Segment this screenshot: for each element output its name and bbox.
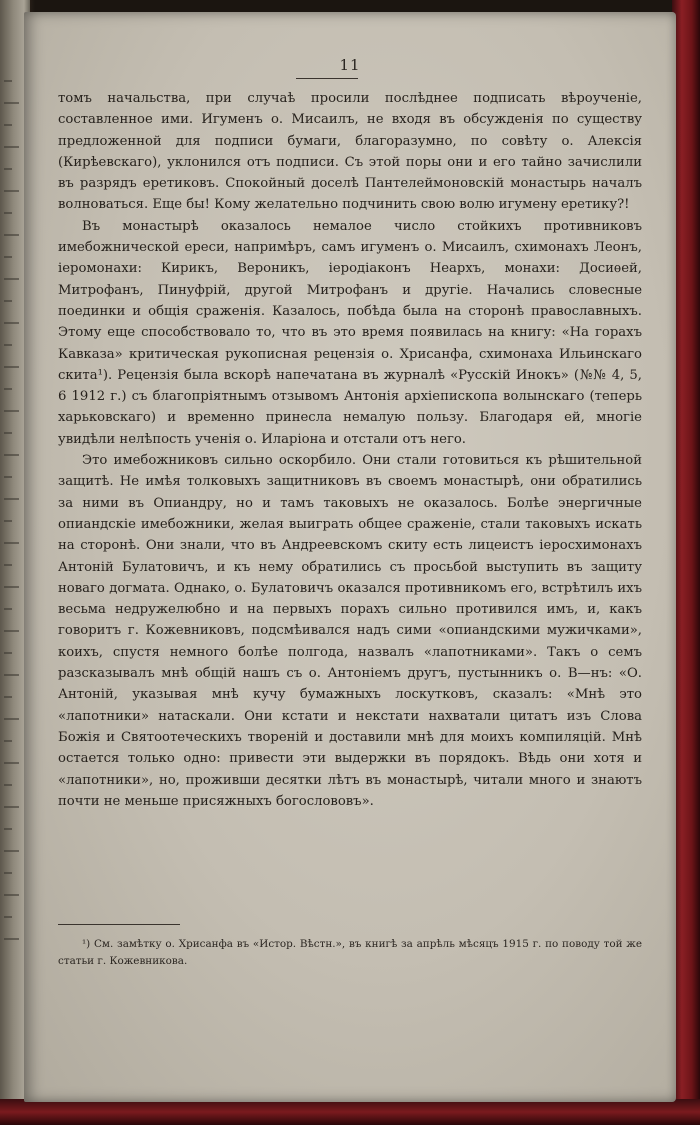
previous-page-text-fragment [4, 564, 12, 566]
previous-page-text-fragment [4, 344, 12, 346]
body-text [58, 88, 642, 812]
previous-page-text-fragment [4, 124, 12, 126]
previous-page-text-fragment [4, 146, 19, 148]
previous-page-text-fragment [4, 608, 12, 610]
previous-page-text-fragment [4, 784, 12, 786]
previous-page-text-fragment [4, 190, 19, 192]
previous-page-text-fragment [4, 872, 12, 874]
previous-page-text-fragment [4, 454, 19, 456]
previous-page-text-fragment [4, 388, 12, 390]
footnote: ¹) См. замѣтку о. Хрисанфа въ «Истор. Вѣстн.», въ книгѣ за апрѣль мѣсяцъ 1915 г. по поводу той же статьи г. Кожевникова. [58, 938, 642, 967]
page-number-rule [296, 78, 358, 79]
previous-page-text-fragment [4, 80, 12, 82]
previous-page-text-fragment [4, 168, 12, 170]
previous-page-text-fragment [4, 762, 19, 764]
paragraph-3: Это имебожниковъ сильно оскорбило. Они стали готовиться къ рѣшительной защитѣ. Не имѣя толковыхъ защитниковъ въ своемъ монастырѣ, они обратились за ними въ Опиандру, но и тамъ таковыхъ не оказалось. Болѣе энергичные опиандскіе имебожники, желая выиграть общее сраженіе, стали таковыхъ искать на сторонѣ. Они знали, что въ Андреевскомъ скиту есть лицеистъ іеросхимонахъ Антоній Булатовичъ, и къ нему обратились съ просьбой выступить въ защиту новаго догмата. Однако, о. Булатовичъ оказался противникомъ его, встрѣтилъ ихъ весьма недружелюбно и на первыхъ порахъ сильно противился имъ, и, какъ говоритъ г. Кожевниковъ, подсмѣивался надъ сими «опиандскими мужичками», коихъ, спустя немного болѣе полгода, назвалъ «лапотниками». Такъ о семъ разсказывалъ мнѣ общій нашъ съ о. Антоніемъ другъ, пустынникъ о. В—нъ: «О. Антоній, указывая мнѣ кучу бумажныхъ лоскутковъ, сказалъ: «Мнѣ это «лапотники» натаскали. Они кстати и некстати нахватали цитатъ изъ Слова Божія и Святоотеческихъ твореній и доставили мнѣ для моихъ компиляцій. Мнѣ остается только одно: привести эти выдержки въ порядокъ. Вѣдь они хотя и «лапотники», но, проживши десятки лѣтъ въ монастырѣ, читали много и знаютъ почти не меньше присяжныхъ богослововъ». [58, 453, 642, 809]
previous-page-text-fragment [4, 256, 12, 258]
previous-page-text-fragment [4, 520, 12, 522]
previous-page-text-fragment [4, 234, 19, 236]
previous-page-text-fragment [4, 850, 19, 852]
previous-page-text-fragment [4, 366, 19, 368]
previous-page-text-fragment [4, 938, 19, 940]
previous-page-text-fragment [4, 586, 19, 588]
paragraph-2: Въ монастырѣ оказалось немалое число стойкихъ противниковъ имебожнической ереси, напримѣръ, самъ игуменъ о. Мисаилъ, схимонахъ Леонъ, іеромонахи: Кирикъ, Вероникъ, іеродіаконъ Неархъ, монахи: Досиѳей, Митрофанъ, Пинуфрій, другой Митрофанъ и другіе. Начались словесные поединки и общія сраженія. Казалось, побѣда была на сторонѣ православныхъ. Этому еще способствовало то, что въ это время появилась на книгу: «На горахъ Кавказа» критическая рукописная рецензія о. Хрисанфа, схимонаха Ильинскаго скита¹). Рецензія была вскорѣ напечатана въ журналѣ «Русскій Инокъ» (№№ 4, 5, 6 1912 г.) съ благопріятнымъ отзывомъ Антонія архіепископа волынскаго (теперь харьковскаго) и временно принесла немалую пользу. Благодаря ей, многіе увидѣли нелѣпость ученія о. Иларіона и отстали отъ него. [58, 218, 642, 447]
previous-page-text-fragment [4, 300, 12, 302]
page-number: 11 [339, 56, 361, 74]
previous-page-text-fragment [4, 476, 12, 478]
previous-page-text-fragment [4, 718, 19, 720]
footnote-rule [58, 924, 180, 925]
previous-page-text-fragment [4, 498, 19, 500]
previous-page-text-fragment [4, 806, 19, 808]
previous-page-text-fragment [4, 542, 19, 544]
previous-page-text-fragment [4, 102, 19, 104]
book-cover-bottom [0, 1099, 700, 1125]
previous-page-text-fragment [4, 322, 19, 324]
previous-page-text-fragment [4, 696, 12, 698]
previous-page-text-fragment [4, 212, 12, 214]
previous-page-text-fragment [4, 916, 12, 918]
previous-page-text-fragment [4, 278, 19, 280]
previous-page-text-fragment [4, 432, 12, 434]
previous-page-text-fragment [4, 740, 12, 742]
book-page [24, 12, 676, 1102]
previous-page-text-fragment [4, 894, 19, 896]
previous-page-text-fragment [4, 652, 12, 654]
previous-page-text-fragment [4, 828, 12, 830]
previous-page-text-fragment [4, 674, 19, 676]
previous-page-text-fragment [4, 630, 19, 632]
previous-page-text-fragment [4, 410, 19, 412]
book-cover-edge [672, 0, 700, 1125]
paragraph-1: томъ начальства, при случаѣ просили послѣднее подписать вѣроученіе, составленное ими. Игуменъ о. Мисаилъ, не входя въ обсужденія по существу предложенной для подписи бумаги, благоразумно, по совѣту о. Алексія (Кирѣевскаго), уклонился отъ подписи. Съ этой поры они и его тайно зачислили въ разрядъ еретиковъ. Спокойный доселѣ Пантелеймоновскій монастырь началъ волноваться. Еще бы! Кому желательно подчинить свою волю игумену еретику?! [58, 91, 642, 213]
